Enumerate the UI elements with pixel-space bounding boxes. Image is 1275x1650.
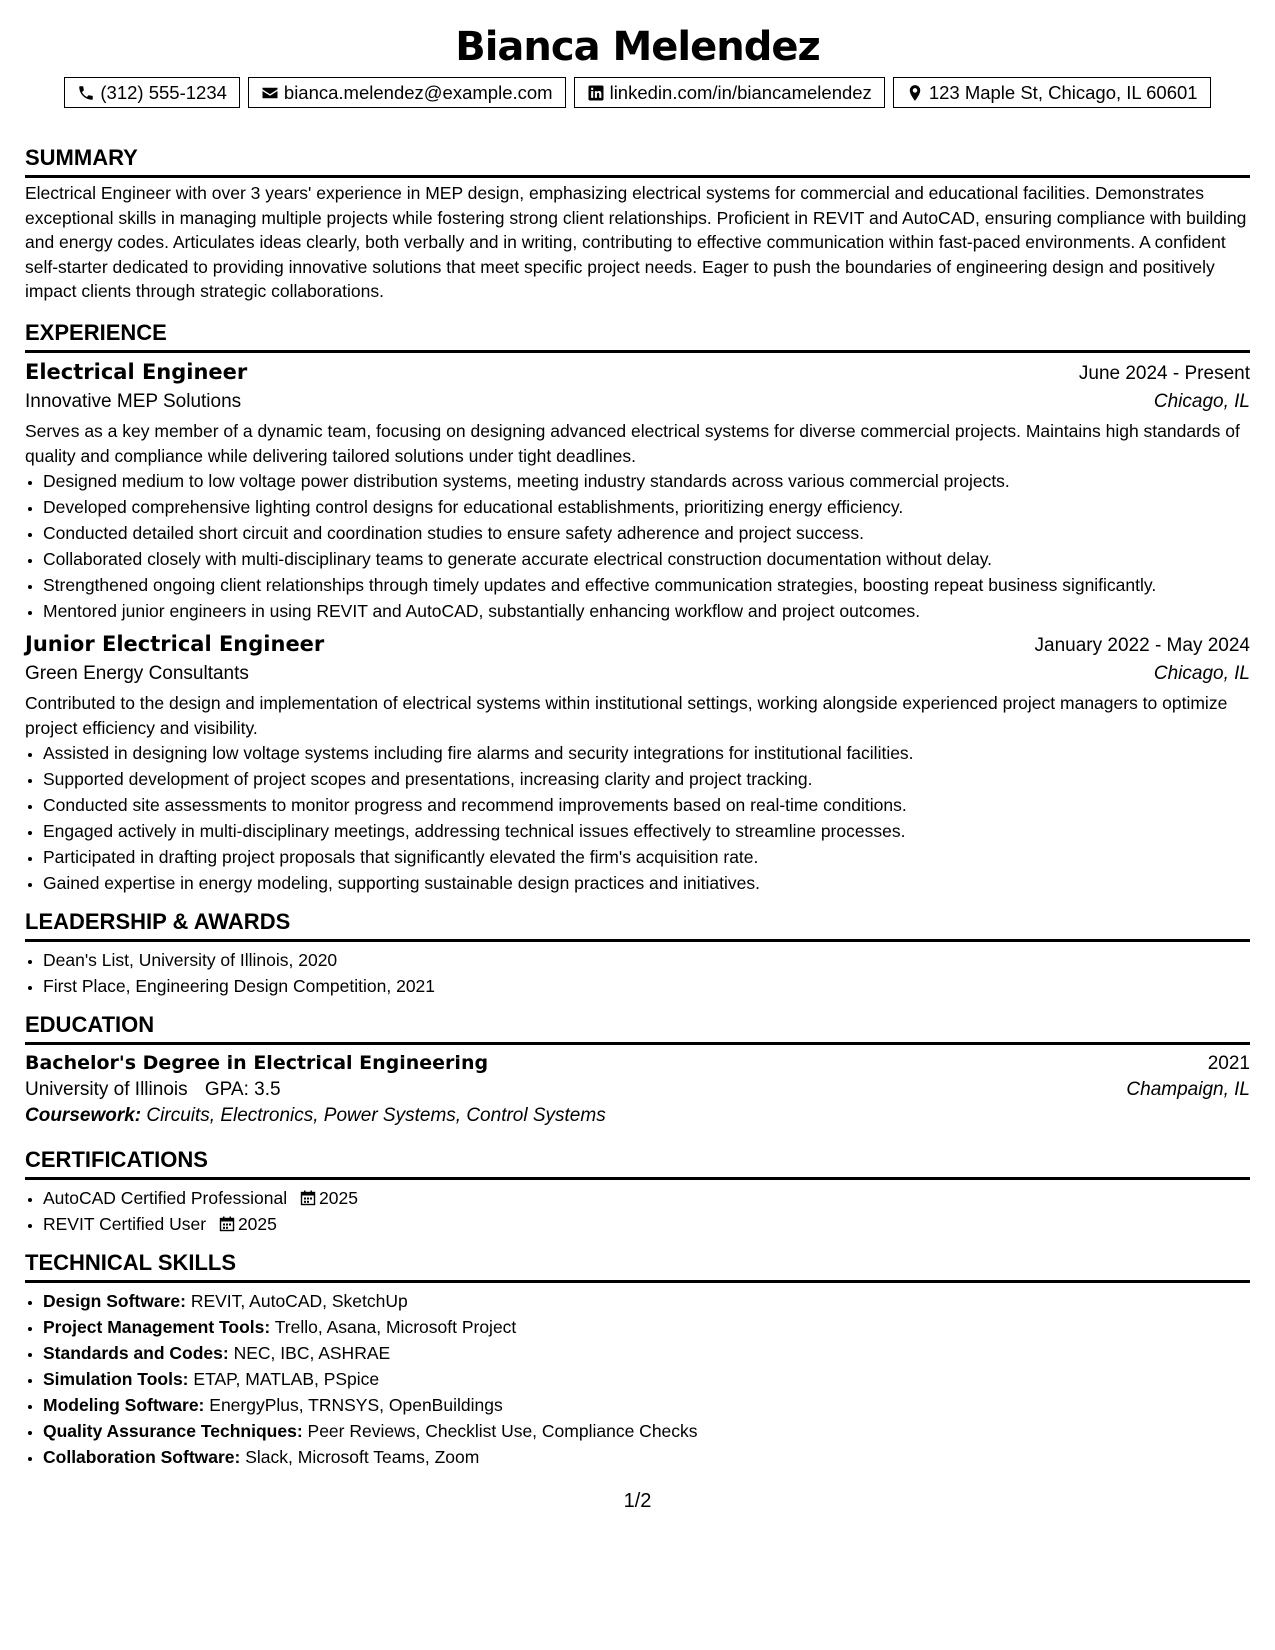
job-dates: June 2024 - Present bbox=[1078, 362, 1250, 384]
job-entry bbox=[25, 632, 1250, 895]
skill-value: EnergyPlus, TRNSYS, OpenBuildings bbox=[209, 1395, 503, 1416]
contact-linkedin-text: linkedin.com/in/biancamelendez bbox=[609, 82, 872, 103]
skill-value: Peer Reviews, Checklist Use, Compliance Checks bbox=[307, 1421, 698, 1442]
section-title: TECHNICAL SKILLS bbox=[25, 1250, 1250, 1283]
summary-section bbox=[25, 145, 1250, 304]
list-item: • Developed comprehensive lighting control designs for educational establishments, prioritizing energy efficiency. bbox=[43, 495, 1250, 519]
contact-email[interactable] bbox=[248, 77, 566, 108]
certifications-section bbox=[25, 1147, 1250, 1236]
list-item: • Designed medium to low voltage power distribution systems, meeting industry standards across various commercial projects. bbox=[43, 469, 1250, 493]
skill-value: Trello, Asana, Microsoft Project bbox=[274, 1317, 517, 1338]
job-bullets bbox=[25, 469, 1250, 623]
certification-year: 2025 bbox=[237, 1214, 277, 1235]
graduation-year: 2021 bbox=[1207, 1053, 1250, 1075]
contact-email-text: bianca.melendez@example.com bbox=[283, 82, 553, 103]
list-item: • Collaborated closely with multi-disciplinary teams to generate accurate electrical construction documentation without delay. bbox=[43, 547, 1250, 571]
certification-year: 2025 bbox=[319, 1188, 358, 1209]
list-item bbox=[43, 1212, 1250, 1236]
education-section bbox=[25, 1012, 1250, 1127]
skill-label: Design Software: bbox=[43, 1291, 186, 1312]
list-item: • Conducted detailed short circuit and coordination studies to ensure safety adherence and project success. bbox=[43, 521, 1250, 545]
phone-icon bbox=[77, 84, 95, 102]
skills-list bbox=[25, 1289, 1250, 1469]
resume-page bbox=[25, 20, 1250, 1471]
company-name: Innovative MEP Solutions bbox=[25, 390, 242, 412]
job-location: Chicago, IL bbox=[1153, 663, 1250, 685]
list-item bbox=[43, 1186, 1250, 1210]
contact-bar bbox=[25, 77, 1250, 108]
page-number: 1/2 bbox=[623, 1490, 652, 1512]
list-item: • Participated in drafting project proposals that significantly elevated the firm's acquisition rate. bbox=[43, 845, 1250, 869]
skill-label: Quality Assurance Techniques: bbox=[43, 1421, 303, 1442]
school-location: Champaign, IL bbox=[1126, 1079, 1250, 1101]
candidate-name: Bianca Melendez bbox=[455, 24, 820, 70]
gpa: GPA: 3.5 bbox=[204, 1079, 281, 1101]
list-item: • Gained expertise in energy modeling, supporting sustainable design practices and initiatives. bbox=[43, 871, 1250, 895]
section-title: SUMMARY bbox=[25, 145, 1250, 178]
contact-address-text: 123 Maple St, Chicago, IL 60601 bbox=[928, 82, 1198, 103]
summary-text: Electrical Engineer with over 3 years' experience in MEP design, emphasizing electrical systems for commercial and educational facilities. Demonstrates exceptional skills in managing multiple projects while fostering strong client relationships. Proficient in REVIT and AutoCAD, ensuring compliance with building and energy codes. Articulates ideas clearly, both verbally and in writing, contributing to effective communication within fast-paced environments. A confident self-starter dedicated to providing innovative solutions that meet specific project needs. Eager to push the boundaries of engineering design and positively impact clients through strategic collaborations. bbox=[25, 183, 1247, 302]
list-item bbox=[43, 1367, 1250, 1391]
list-item: • Assisted in designing low voltage systems including fire alarms and security integrations for institutional facilities. bbox=[43, 741, 1250, 765]
coursework bbox=[25, 1105, 1250, 1127]
list-item bbox=[43, 1315, 1250, 1339]
list-item: • Supported development of project scopes and presentations, increasing clarity and project tracking. bbox=[43, 767, 1250, 791]
job-location: Chicago, IL bbox=[1153, 390, 1250, 412]
certification-name: AutoCAD Certified Professional bbox=[43, 1188, 288, 1209]
skill-label: Modeling Software: bbox=[43, 1395, 205, 1416]
coursework-label: Coursework: bbox=[25, 1105, 142, 1127]
contact-linkedin[interactable] bbox=[574, 77, 885, 108]
calendar-icon bbox=[300, 1190, 316, 1206]
list-item: • Mentored junior engineers in using REVIT and AutoCAD, substantially enhancing workflow and project outcomes. bbox=[43, 599, 1250, 623]
job-dates: January 2022 - May 2024 bbox=[1034, 635, 1250, 657]
section-title: LEADERSHIP & AWARDS bbox=[25, 909, 1250, 942]
skills-section bbox=[25, 1250, 1250, 1469]
skill-label: Collaboration Software: bbox=[43, 1447, 241, 1468]
list-item bbox=[43, 1445, 1250, 1469]
certification-name: REVIT Certified User bbox=[43, 1214, 207, 1235]
contact-phone-text: (312) 555-1234 bbox=[100, 82, 227, 103]
skill-label: Simulation Tools: bbox=[43, 1369, 189, 1390]
certifications-list bbox=[25, 1186, 1250, 1236]
list-item: • Strengthened ongoing client relationships through timely updates and effective communication strategies, boosting repeat business significantly. bbox=[43, 573, 1250, 597]
contact-phone bbox=[64, 77, 240, 108]
skill-value: NEC, IBC, ASHRAE bbox=[233, 1343, 391, 1364]
map-marker-icon bbox=[906, 84, 924, 102]
company-name: Green Energy Consultants bbox=[25, 663, 249, 685]
list-item bbox=[43, 1289, 1250, 1313]
section-title: EDUCATION bbox=[25, 1012, 1250, 1045]
list-item: • Conducted site assessments to monitor progress and recommend improvements based on real-time conditions. bbox=[43, 793, 1250, 817]
job-bullets bbox=[25, 741, 1250, 895]
skill-value: Slack, Microsoft Teams, Zoom bbox=[245, 1447, 480, 1468]
school-name: University of Illinois bbox=[25, 1079, 188, 1101]
coursework-list: Circuits, Electronics, Power Systems, Control Systems bbox=[146, 1105, 606, 1127]
envelope-icon bbox=[261, 84, 279, 102]
list-item: • Dean's List, University of Illinois, 2020 bbox=[43, 948, 1250, 972]
list-item: • Engaged actively in multi-disciplinary meetings, addressing technical issues effectively to streamline processes. bbox=[43, 819, 1250, 843]
awards-list bbox=[25, 948, 1250, 998]
job-title: Junior Electrical Engineer bbox=[25, 632, 325, 657]
awards-section bbox=[25, 909, 1250, 998]
calendar-icon bbox=[219, 1216, 235, 1232]
section-title: CERTIFICATIONS bbox=[25, 1147, 1250, 1180]
experience-section bbox=[25, 320, 1250, 895]
list-item bbox=[43, 1393, 1250, 1417]
skill-label: Standards and Codes: bbox=[43, 1343, 229, 1364]
job-description: Contributed to the design and implementation of electrical systems within institutional settings, working alongside experienced project managers to optimize project efficiency and visibility. bbox=[25, 693, 1228, 738]
job-entry bbox=[25, 360, 1250, 623]
section-title: EXPERIENCE bbox=[25, 320, 1250, 353]
linkedin-icon bbox=[587, 84, 605, 102]
list-item: • First Place, Engineering Design Competition, 2021 bbox=[43, 974, 1250, 998]
skill-value: REVIT, AutoCAD, SketchUp bbox=[190, 1291, 408, 1312]
skill-value: ETAP, MATLAB, PSpice bbox=[193, 1369, 380, 1390]
job-title: Electrical Engineer bbox=[25, 359, 248, 384]
list-item bbox=[43, 1419, 1250, 1443]
list-item bbox=[43, 1341, 1250, 1365]
job-description: Serves as a key member of a dynamic team, focusing on designing advanced electrical systems for diverse commercial projects. Maintains high standards of quality and compliance while delivering tailored solutions under tight deadlines. bbox=[25, 420, 1240, 466]
degree-name: Bachelor's Degree in Electrical Engineering bbox=[25, 1052, 489, 1075]
skill-label: Project Management Tools: bbox=[43, 1317, 271, 1338]
contact-address bbox=[893, 77, 1211, 108]
